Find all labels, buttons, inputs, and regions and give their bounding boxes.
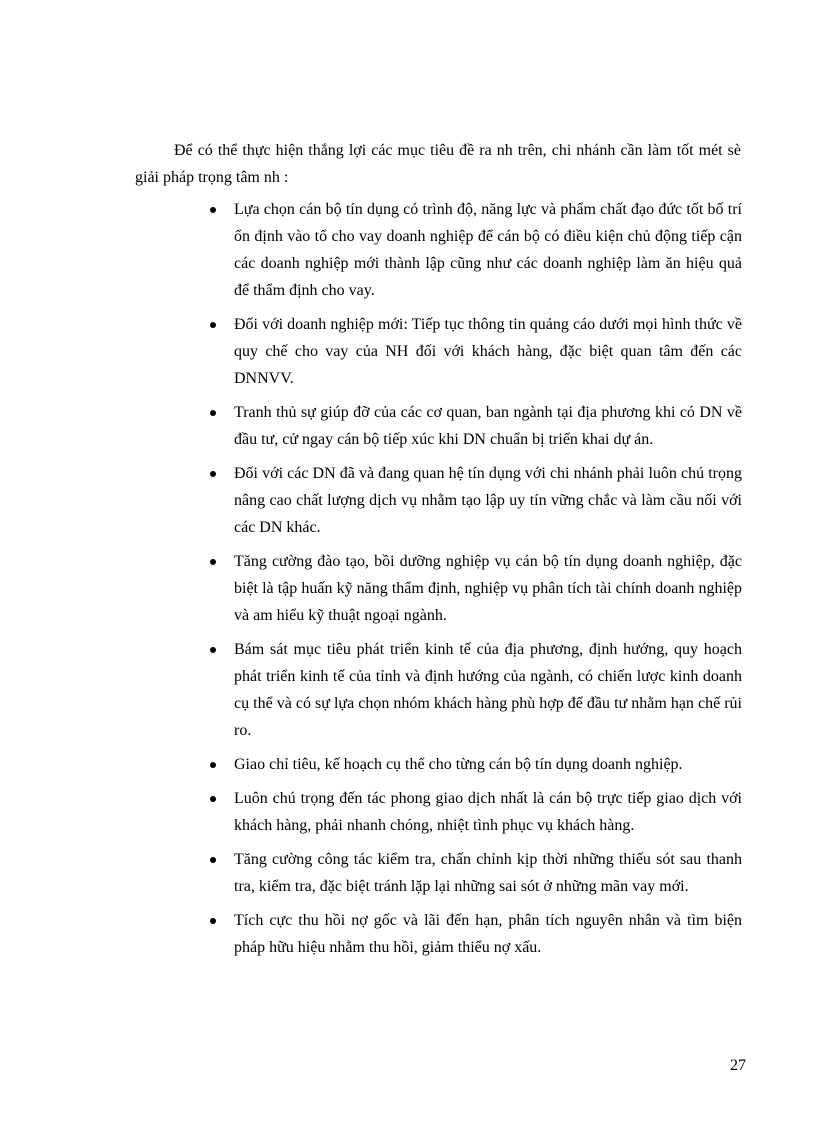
list-item (234, 785, 742, 839)
list-item (234, 548, 742, 629)
bullet-icon (210, 762, 216, 768)
solutions-list (234, 196, 742, 968)
bullet-icon (210, 796, 216, 802)
bullet-icon (210, 559, 216, 565)
bullet-icon (210, 322, 216, 328)
list-item-text: Đối với doanh nghiệp mới: Tiếp tục thông tin quảng cáo dưới mọi hình thức về quy chế cho vay của NH đối với khách hàng, đặc biệt quan tâm đến các DNNVV. (234, 316, 742, 387)
list-item-text: Tăng cường công tác kiểm tra, chấn chỉnh kịp thời những thiếu sót sau thanh tra, kiểm tra, đặc biệt tránh lặp lại những sai sót ở những mãn vay mới. (234, 851, 742, 895)
list-item-text: Lựa chọn cán bộ tín dụng có trình độ, năng lực và phẩm chất đạo đức tốt bố trí ổn định vào tổ cho vay doanh nghiệp để cán bộ có điều kiện chủ động tiếp cận các doanh nghiệp mới thành lập cũng như các doanh nghiệp làm ăn hiệu quả để thẩm định cho vay. (234, 201, 742, 299)
bullet-icon (210, 647, 216, 653)
list-item-text: Tranh thủ sự giúp đỡ của các cơ quan, ban ngành tại địa phương khi có DN về đầu tư, cử ngay cán bộ tiếp xúc khi DN chuẩn bị triển khai dự án. (234, 404, 742, 448)
list-item (234, 196, 742, 304)
list-item-text: Tích cực thu hồi nợ gốc và lãi đến hạn, phân tích nguyên nhân và tìm biện pháp hữu hiệu nhằm thu hồi, giảm thiểu nợ xấu. (234, 912, 742, 956)
list-item-text: Luôn chú trọng đến tác phong giao dịch nhất là cán bộ trực tiếp giao dịch với khách hàng, phải nhanh chóng, nhiệt tình phục vụ khách hàng. (234, 790, 742, 834)
list-item-text: Tăng cường đào tạo, bồi dưỡng nghiệp vụ cán bộ tín dụng doanh nghiệp, đặc biệt là tập huấn kỹ năng thẩm định, nghiệp vụ phân tích tài chính doanh nghiệp và am hiểu kỹ thuật ngoại ngành. (234, 553, 742, 624)
bullet-icon (210, 471, 216, 477)
list-item (234, 460, 742, 541)
list-item (234, 311, 742, 392)
list-item (234, 907, 742, 961)
bullet-icon (210, 207, 216, 213)
list-item (234, 399, 742, 453)
bullet-icon (210, 918, 216, 924)
list-item (234, 751, 742, 778)
page-number: 27 (730, 1057, 746, 1074)
list-item (234, 636, 742, 744)
bullet-icon (210, 410, 216, 416)
intro-paragraph: Để có thể thực hiện thắng lợi các mục tiêu đề ra nh trên, chi nhánh cần làm tốt mét sè giải pháp trọng tâm nh : (135, 142, 741, 186)
list-item-text: Đối với các DN đã và đang quan hệ tín dụng với chi nhánh phải luôn chú trọng nâng cao chất lượng dịch vụ nhằm tạo lập uy tín vững chắc và làm cầu nối với các DN khác. (234, 465, 742, 536)
list-item-text: Giao chỉ tiêu, kế hoạch cụ thể cho từng cán bộ tín dụng doanh nghiệp. (234, 756, 683, 773)
list-item-text: Bám sát mục tiêu phát triển kinh tế của địa phương, định hướng, quy hoạch phát triển kinh tế của tỉnh và định hướng của ngành, có chiến lược kinh doanh cụ thể và có sự lựa chọn nhóm khách hàng phù hợp để đầu tư nhằm hạn chế rủi ro. (234, 641, 742, 739)
bullet-icon (210, 857, 216, 863)
list-item (234, 846, 742, 900)
